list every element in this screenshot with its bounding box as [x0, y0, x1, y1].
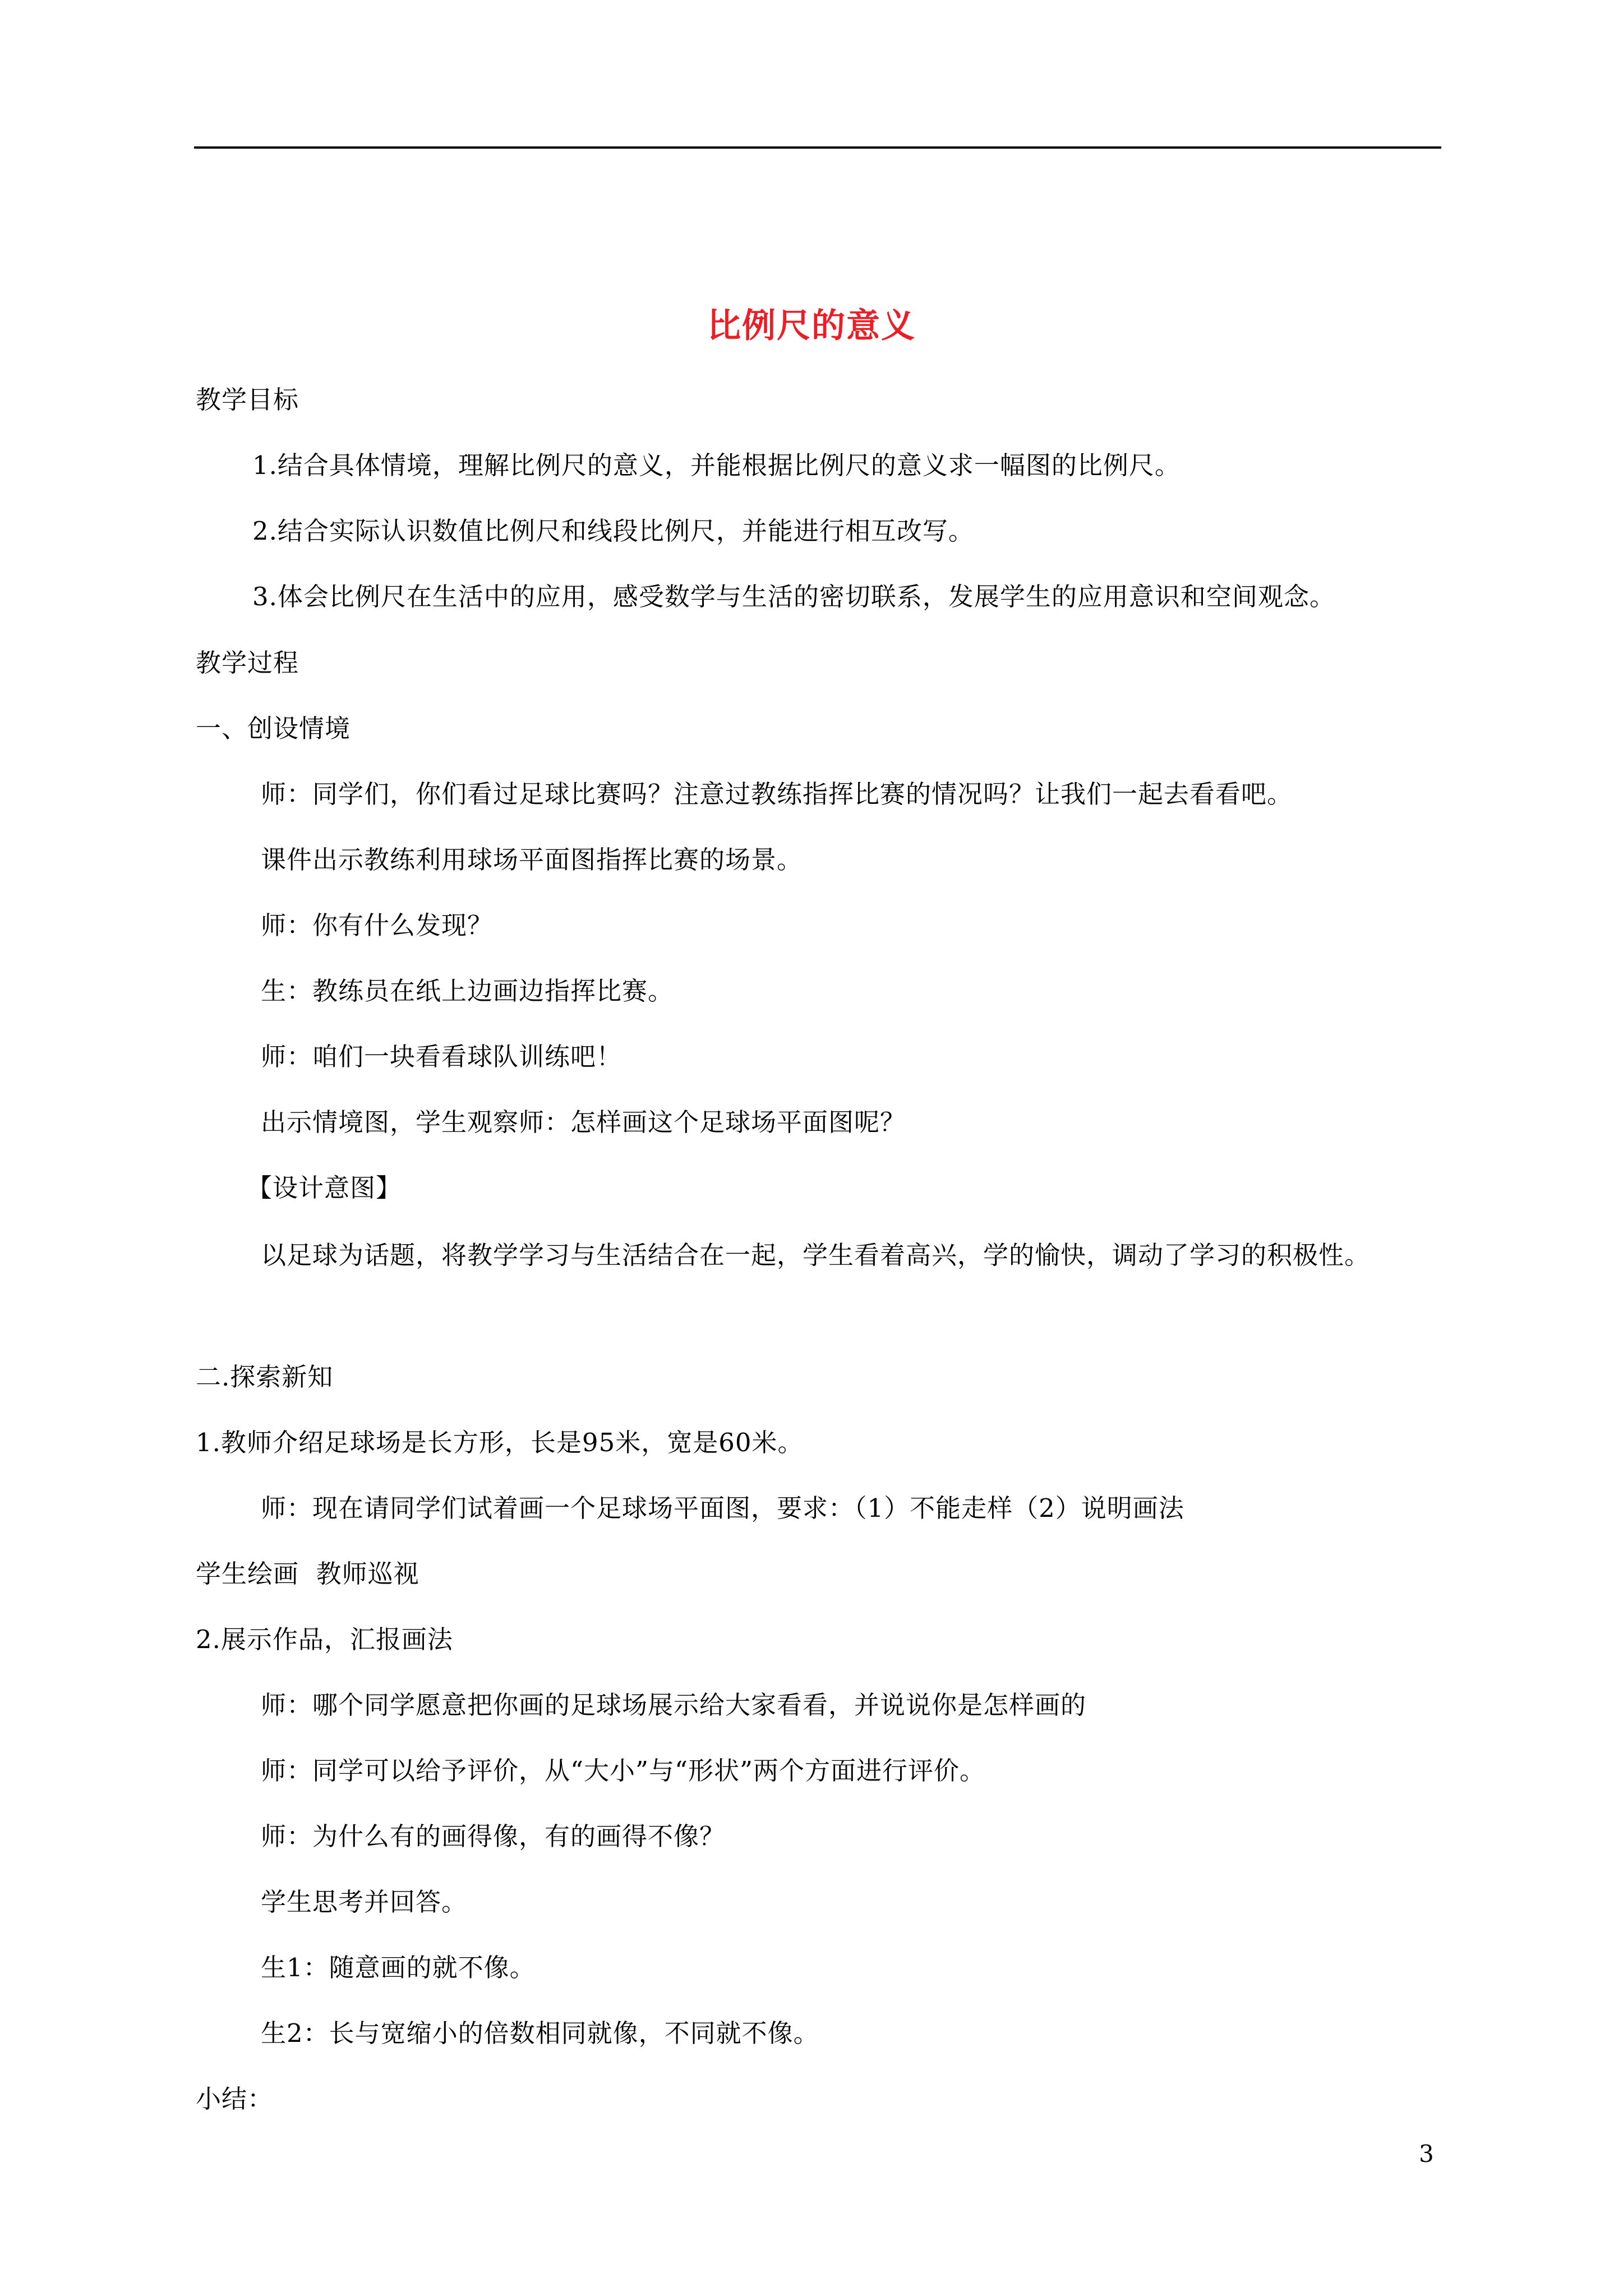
part2-item-2-line-6: 生2：长与宽缩小的倍数相同就像，不同就不像。 [261, 2018, 819, 2048]
design-intent-label: 【设计意图】 [247, 1173, 402, 1203]
part2-item-2: 2.展示作品，汇报画法 [196, 1625, 453, 1654]
part2-item-1: 1.教师介绍足球场是长方形，长是95米，宽是60米。 [196, 1428, 804, 1457]
part1-line-1: 师：同学们，你们看过足球比赛吗？注意过教练指挥比赛的情况吗？让我们一起去看看吧。 [261, 779, 1293, 809]
objective-2: 2.结合实际认识数值比例尺和线段比例尺，并能进行相互改写。 [252, 516, 974, 546]
part1-heading: 一、创设情境 [196, 714, 351, 743]
objective-1: 1.结合具体情境，理解比例尺的意义，并能根据比例尺的意义求一幅图的比例尺。 [252, 450, 1181, 480]
part2-item-2-line-3: 师：为什么有的画得像，有的画得不像？ [261, 1821, 726, 1851]
design-intent-text: 以足球为话题，将教学学习与生活结合在一起，学生看着高兴，学的愉快，调动了学习的积极性。 [261, 1240, 1371, 1270]
part1-line-3: 师：你有什么发现？ [261, 910, 494, 940]
section-heading-objectives: 教学目标 [196, 385, 299, 415]
part2-item-1-teacher: 师：现在请同学们试着画一个足球场平面图，要求：（1）不能走样（2）说明画法 [261, 1493, 1184, 1523]
part1-line-5: 师：咱们一块看看球队训练吧！ [261, 1042, 623, 1071]
part2-item-2-line-5: 生1：随意画的就不像。 [261, 1953, 536, 1982]
part2-item-2-line-1: 师：哪个同学愿意把你画的足球场展示给大家看看，并说说你是怎样画的 [261, 1690, 1087, 1720]
page-title: 比例尺的意义 [707, 306, 916, 346]
part1-line-6: 出示情境图，学生观察师：怎样画这个足球场平面图呢？ [261, 1107, 906, 1137]
summary-label: 小结： [196, 2084, 274, 2114]
header-rule [194, 146, 1441, 149]
part2-item-1-activity: 学生绘画 教师巡视 [196, 1559, 419, 1589]
part2-heading: 二.探索新知 [196, 1362, 334, 1392]
part1-line-2: 课件出示教练利用球场平面图指挥比赛的场景。 [261, 845, 803, 875]
part2-item-2-line-4: 学生思考并回答。 [261, 1887, 468, 1917]
objective-3: 3.体会比例尺在生活中的应用，感受数学与生活的密切联系，发展学生的应用意识和空间观念。 [252, 582, 1335, 611]
section-heading-process: 教学过程 [196, 648, 299, 678]
part1-line-4: 生：教练员在纸上边画边指挥比赛。 [261, 976, 674, 1006]
part2-item-2-line-2: 师：同学可以给予评价，从“大小”与“形状”两个方面进行评价。 [261, 1756, 986, 1786]
page-number: 3 [1419, 2140, 1434, 2168]
